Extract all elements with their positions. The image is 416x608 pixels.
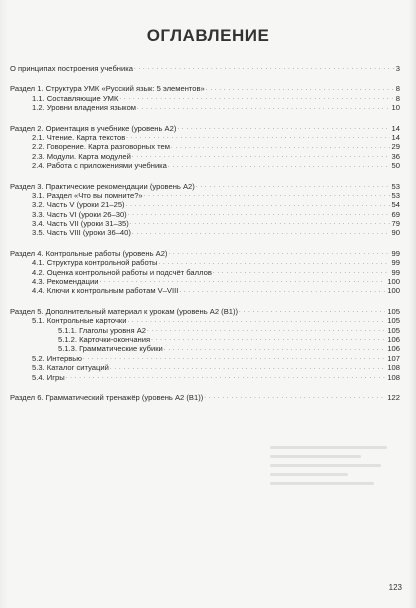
toc-dot-leader [239, 307, 385, 316]
toc-entry-page: 8 [395, 84, 400, 94]
toc-entry-page: 29 [391, 142, 400, 152]
toc-chapter-entry [10, 84, 400, 93]
toc-subentry [10, 373, 400, 382]
toc-dot-leader [171, 143, 390, 152]
toc-entry-page: 10 [391, 103, 400, 113]
toc-entry-title: 3.2. Часть V (уроки 21–25) [32, 200, 125, 210]
toc-entry-title: Раздел 2. Ориентация в учебнике (уровень А2) [10, 123, 177, 133]
toc-entry-title: 2.4. Работа с приложениями учебника [32, 161, 167, 171]
toc-entry-title: 5.1.1. Глаголы уровня А2 [58, 325, 147, 335]
toc-entry-page: 36 [391, 151, 400, 161]
toc-entry-page: 3 [395, 63, 400, 73]
toc-entry-title: 2.2. Говорение. Карта разговорных тем [32, 142, 170, 152]
toc-entry-title: 3.5. Часть VIII (уроки 36–40) [32, 228, 131, 238]
toc-dot-leader [66, 373, 386, 382]
toc-entry-title: 5.4. Игры [32, 372, 65, 382]
toc-dot-leader [151, 335, 385, 344]
toc-dot-leader [110, 364, 385, 373]
toc-subentry [10, 258, 400, 267]
toc-entry-page: 107 [387, 353, 400, 363]
toc-entry-page: 100 [387, 277, 400, 287]
toc-subentry [10, 152, 400, 161]
toc-subentry [10, 133, 400, 142]
toc-entry-page: 50 [391, 161, 400, 171]
toc-entry-title: Раздел 5. Дополнительный материал к урокам (уровень А2 (В1)) [10, 306, 239, 316]
toc-dot-leader [213, 268, 390, 277]
toc-section [10, 64, 400, 73]
toc-section [10, 182, 400, 238]
toc-entry-page: 108 [387, 363, 400, 373]
toc-entry-page: 53 [391, 190, 400, 200]
toc-dot-leader [119, 94, 393, 103]
toc-dot-leader [134, 64, 394, 73]
toc-entry-title: 4.2. Оценка контрольной работы и подсчёт баллов [32, 267, 212, 277]
toc-dot-leader [132, 152, 390, 161]
toc-subentry [10, 277, 400, 286]
toc-entry-page: 106 [387, 334, 400, 344]
toc-entry-title: 3.4. Часть VII (уроки 31–35) [32, 219, 129, 229]
toc-subentry [10, 103, 400, 112]
toc-entry-page: 122 [387, 392, 400, 402]
toc-entry-title: 3.3. Часть VI (уроки 26–30) [32, 209, 127, 219]
toc-chapter-entry [10, 64, 400, 73]
toc-subentry [10, 286, 400, 295]
toc-section [10, 393, 400, 402]
toc-entry-title: 5.2. Интервью [32, 353, 82, 363]
toc-dot-leader [127, 317, 385, 326]
toc-dot-leader [168, 249, 389, 258]
toc-dot-leader [206, 85, 394, 94]
toc-dot-leader [177, 124, 389, 133]
toc-entry-page: 79 [391, 219, 400, 229]
toc-subentry [10, 94, 400, 103]
toc-entry-page: 14 [391, 132, 400, 142]
toc-entry-page: 54 [391, 200, 400, 210]
toc-subentry [10, 228, 400, 237]
toc-subentry [10, 268, 400, 277]
toc-entry-title: Раздел 1. Структура УМК «Русский язык: 5 элементов» [10, 84, 205, 94]
toc-subentry [10, 161, 400, 170]
toc-entry-page: 99 [391, 258, 400, 268]
toc-dot-leader [126, 201, 390, 210]
page-edge-shadow [410, 0, 416, 608]
toc-dot-leader [132, 229, 390, 238]
toc-entry-page: 105 [387, 316, 400, 326]
page-title: ОГЛАВЛЕНИЕ [146, 26, 270, 45]
toc-dot-leader [179, 287, 385, 296]
toc-section [10, 307, 400, 382]
toc-dot-leader [168, 162, 390, 171]
toc-entry-title: 4.3. Рекомендации [32, 277, 99, 287]
toc-section [10, 249, 400, 296]
toc-entry-title: 5.3. Каталог ситуаций [32, 363, 109, 373]
toc-entry-page: 105 [387, 306, 400, 316]
toc-entry-page: 100 [387, 286, 400, 296]
toc-entry-page: 69 [391, 209, 400, 219]
toc-dot-leader [83, 354, 385, 363]
toc-entry-page: 99 [391, 267, 400, 277]
toc-chapter-entry [10, 182, 400, 191]
toc-entry-title: 5.1.3. Грамматические кубики [58, 344, 163, 354]
toc-dot-leader [196, 182, 390, 191]
toc-dot-leader [126, 133, 389, 142]
toc-subentry [10, 344, 400, 353]
toc-chapter-entry [10, 393, 400, 402]
toc-entry-title: 4.1. Структура контрольной работы [32, 258, 158, 268]
toc-subentry [10, 191, 400, 200]
toc-dot-leader [137, 104, 390, 113]
toc-subentry [10, 326, 400, 335]
toc-subentry [10, 210, 400, 219]
toc-entry-page: 90 [391, 228, 400, 238]
page-number: 123 [388, 583, 402, 592]
toc-entry-title: 5.1. Контрольные карточки [32, 316, 127, 326]
toc-section [10, 84, 400, 112]
toc-entry-title: 1.1. Составляющие УМК [32, 93, 119, 103]
toc-dot-leader [128, 210, 390, 219]
toc-subentry [10, 219, 400, 228]
toc-dot-leader [204, 393, 385, 402]
toc-chapter-entry [10, 249, 400, 258]
toc-subentry [10, 335, 400, 344]
toc-dot-leader [130, 219, 390, 228]
toc-entry-title: Раздел 3. Практические рекомендации (уровень А2) [10, 181, 195, 191]
toc-entry-title: О принципах построения учебника [10, 63, 133, 73]
toc-entry-title: 1.2. Уровни владения языком [32, 103, 137, 113]
toc-chapter-entry [10, 124, 400, 133]
toc-entry-page: 53 [391, 181, 400, 191]
toc-entry-page: 14 [391, 123, 400, 133]
toc-entry-title: Раздел 4. Контрольные работы (уровень А2) [10, 248, 168, 258]
toc-dot-leader [164, 345, 386, 354]
toc-entry-title: 2.1. Чтение. Карта текстов [32, 132, 126, 142]
toc-entry-title: 2.3. Модули. Карта модулей [32, 151, 131, 161]
toc-subentry [10, 363, 400, 372]
toc-entry-title: Раздел 6. Грамматический тренажёр (уровень А2 (В1)) [10, 392, 204, 402]
toc-entry-page: 105 [387, 325, 400, 335]
toc-entry-page: 8 [395, 93, 400, 103]
toc-subentry [10, 316, 400, 325]
bleed-through-text [270, 440, 400, 520]
table-of-contents [10, 64, 400, 413]
toc-dot-leader [158, 259, 389, 268]
toc-entry-page: 99 [391, 248, 400, 258]
toc-section [10, 124, 400, 171]
toc-dot-leader [100, 277, 386, 286]
toc-dot-leader [147, 326, 385, 335]
toc-dot-leader [144, 191, 390, 200]
toc-chapter-entry [10, 307, 400, 316]
toc-entry-page: 108 [387, 372, 400, 382]
toc-subentry [10, 354, 400, 363]
toc-entry-title: 5.1.2. Карточки-окончания [58, 334, 151, 344]
toc-subentry [10, 200, 400, 209]
toc-entry-title: 3.1. Раздел «Что вы помните?» [32, 190, 143, 200]
toc-entry-page: 106 [387, 344, 400, 354]
toc-subentry [10, 142, 400, 151]
toc-entry-title: 4.4. Ключи к контрольным работам V–VIII [32, 286, 179, 296]
